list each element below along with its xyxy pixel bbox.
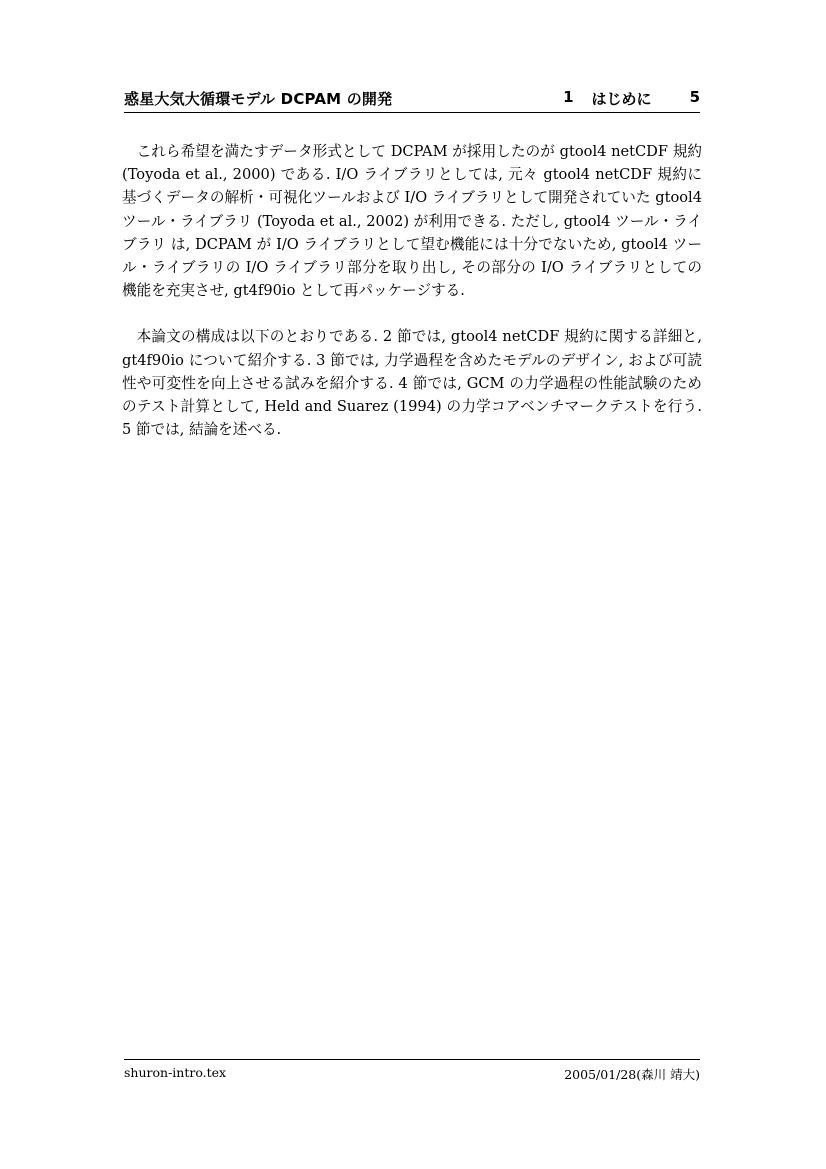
- header-right: [563, 88, 700, 109]
- paragraph-1: これら希望を満たすデータ形式として DCPAM が採用したのが gtool4 netCDF 規約 (Toyoda et al., 2000) である. I/O ライブラリとしては, 元々 gtool4 netCDF 規約に基づくデータの解析・可視化ツールおよび I/O ライブラリとして開発されていた gtool4 ツール・ライブラリ (Toyoda et al., 2002) が利用できる. ただし, gtool4 ツール・ライブラリ は, DCPAM が I/O ライブラリとして望む機能には十分でないため, gtool4 ツール・ライブラリの I/O ライブラリ部分を取り出し, その部分の I/O ライブラリとしての機能を充実させ, gt4f90io として再パッケージする.: [122, 143, 702, 300]
- header-page-number: 5: [689, 88, 700, 106]
- header-title: 惑星大気大循環モデル DCPAM の開発: [124, 90, 393, 108]
- paragraph-2: 本論文の構成は以下のとおりである. 2 節では, gtool4 netCDF 規約に関する詳細と, gt4f90io について紹介する. 3 節では, 力学過程を含めたモデルのデザイン, および可読性や可変性を向上させる試みを紹介する. 4 節では, GCM の力学過程の性能試験のためのテスト計算として, Held and Suarez (1994) の力学コアベンチマークテストを行う. 5 節では, 結論を述べる.: [122, 328, 702, 439]
- footer-date-author: 2005/01/28(森川 靖大): [564, 1067, 700, 1082]
- footer-filename: shuron-intro.tex: [124, 1065, 227, 1080]
- running-header: [124, 88, 700, 113]
- header-section-number: 1: [563, 88, 574, 106]
- body-text: [122, 140, 702, 441]
- running-footer: [124, 1059, 700, 1083]
- header-section-title: はじめに: [591, 90, 652, 108]
